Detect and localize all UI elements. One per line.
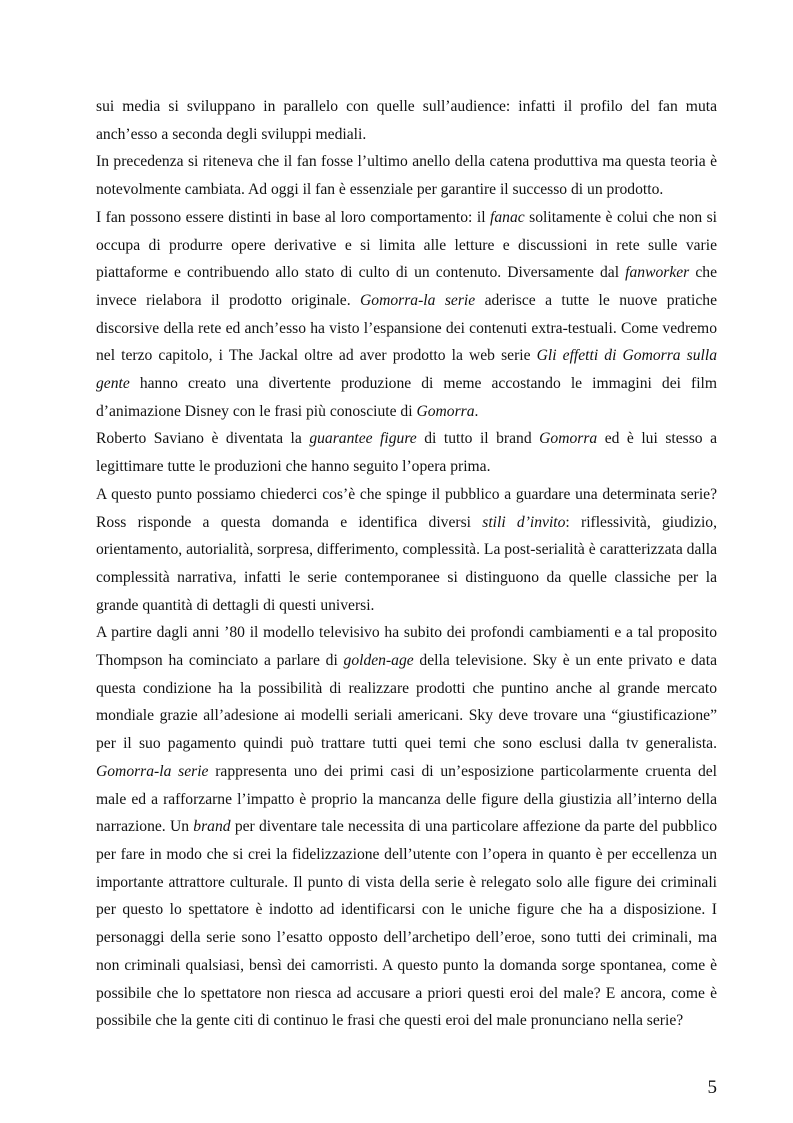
paragraph [96,619,717,1035]
italic-text: fanworker [625,264,690,282]
italic-text: Gomorra [539,430,598,448]
paragraph [96,204,717,426]
italic-text: Gomorra-la serie [360,291,476,309]
text-run: : riflessività, giudizio, orientamento, autorialità, sorpresa, differimento, complessità. La post-serialità è caratterizzata dalla complessità narrativa, infatti le serie contemporanee si distinguono da quelle classiche per la grande quantità di dettagli di questi universi. [96,513,717,614]
italic-text: Gli effetti di Gomorra sulla gente [96,347,718,393]
text-run: che invece rielabora il prodotto originale. [96,264,717,309]
text-run: rappresenta uno dei primi casi di un’esposizione particolarmente cruenta del male ed a rafforzarne l’impatto è proprio la mancanza delle figure della giustizia all’interno della narrazione. Un [96,762,717,836]
page-number: 5 [707,1077,717,1098]
italic-text: golden-age [343,652,414,670]
italic-text: Gomorra-la serie [96,762,209,780]
text-run: per diventare tale necessita di una particolare affezione da parte del pubblico per fare in modo che si crei la fidelizzazione dell’utente con l’opera in quanto è per eccellenza un importante attrattore culturale. Il punto di vista della serie è relegato solo alle figure dei criminali per questo lo spettatore è indotto ad identificarsi con le uniche figure che ha a disposizione. I personaggi della serie sono l’esatto opposto dell’archetipo dell’eroe, sono tutti dei criminali, ma non criminali qualsiasi, bensì dei camorristi. A questo punto la domanda sorge spontanea, come è possibile che lo spettatore non riesca ad accusare a priori questi eroi del male? E ancora, come è possibile che la gente citi di continuo le frasi che questi eroi del male pronunciano nella serie? [96,818,717,1030]
text-run: hanno creato una divertente produzione di meme accostando le immagini dei film d’animazione Disney con le frasi più conosciute di [96,375,717,420]
text-run: solitamente è colui che non si occupa di produrre opere derivative e si limita alle letture e discussioni in rete sulle varie piattaforme e contribuendo allo stato di culto di un contenuto. Diversamente dal [96,208,717,282]
text-run: I fan possono essere distinti in base al loro comportamento: il [96,208,491,226]
italic-text: brand [193,818,231,836]
text-run: Roberto Saviano è diventata la [96,430,310,448]
italic-text: fanac [490,208,525,226]
italic-text: stili d’invito [482,513,566,531]
text-run: della televisione. Sky è un ente privato e data questa condizione ha la possibilità di realizzare prodotti che puntino anche al grande mercato mondiale grazie all’adesione ai modelli seriali americani. Sky deve trovare una “giustificazione” per il suo pagamento quindi può trattare tutti quei temi che sono esclusi dalla tv generalista. [96,652,717,753]
page-body [96,93,717,1035]
text-run: aderisce a tutte le nuove pratiche discorsive della rete ed anch’esso ha visto l’espansione dei contenuti extra-testuali. Come vedremo nel terzo capitolo, i The Jackal oltre ad aver prodotto la web serie [96,291,717,365]
text-run: A questo punto possiamo chiederci cos’è che spinge il pubblico a guardare una determinata serie? Ross risponde a questa domanda e identifica diversi [96,485,717,531]
text-run: sui media si sviluppano in parallelo con quelle sull’audience: infatti il profilo del fan muta anch’esso a seconda degli sviluppi mediali. [96,98,717,143]
text-run: . [474,402,479,420]
paragraph [96,425,717,480]
text-run: di tutto il brand [416,430,540,448]
italic-text: Gomorra [416,402,475,420]
text-run: ed è lui stesso a legittimare tutte le produzioni che hanno seguito l’opera prima. [96,430,717,476]
paragraph [96,481,717,620]
italic-text: guarantee figure [309,430,417,448]
paragraph [96,93,717,148]
paragraph [96,148,717,203]
text-run: A partire dagli anni ’80 il modello televisivo ha subito dei profondi cambiamenti e a tal proposito Thompson ha cominciato a parlare di [96,624,717,670]
text-run: In precedenza si riteneva che il fan fosse l’ultimo anello della catena produttiva ma questa teoria è notevolmente cambiata. Ad oggi il fan è essenziale per garantire il successo di un prodotto. [96,153,717,199]
